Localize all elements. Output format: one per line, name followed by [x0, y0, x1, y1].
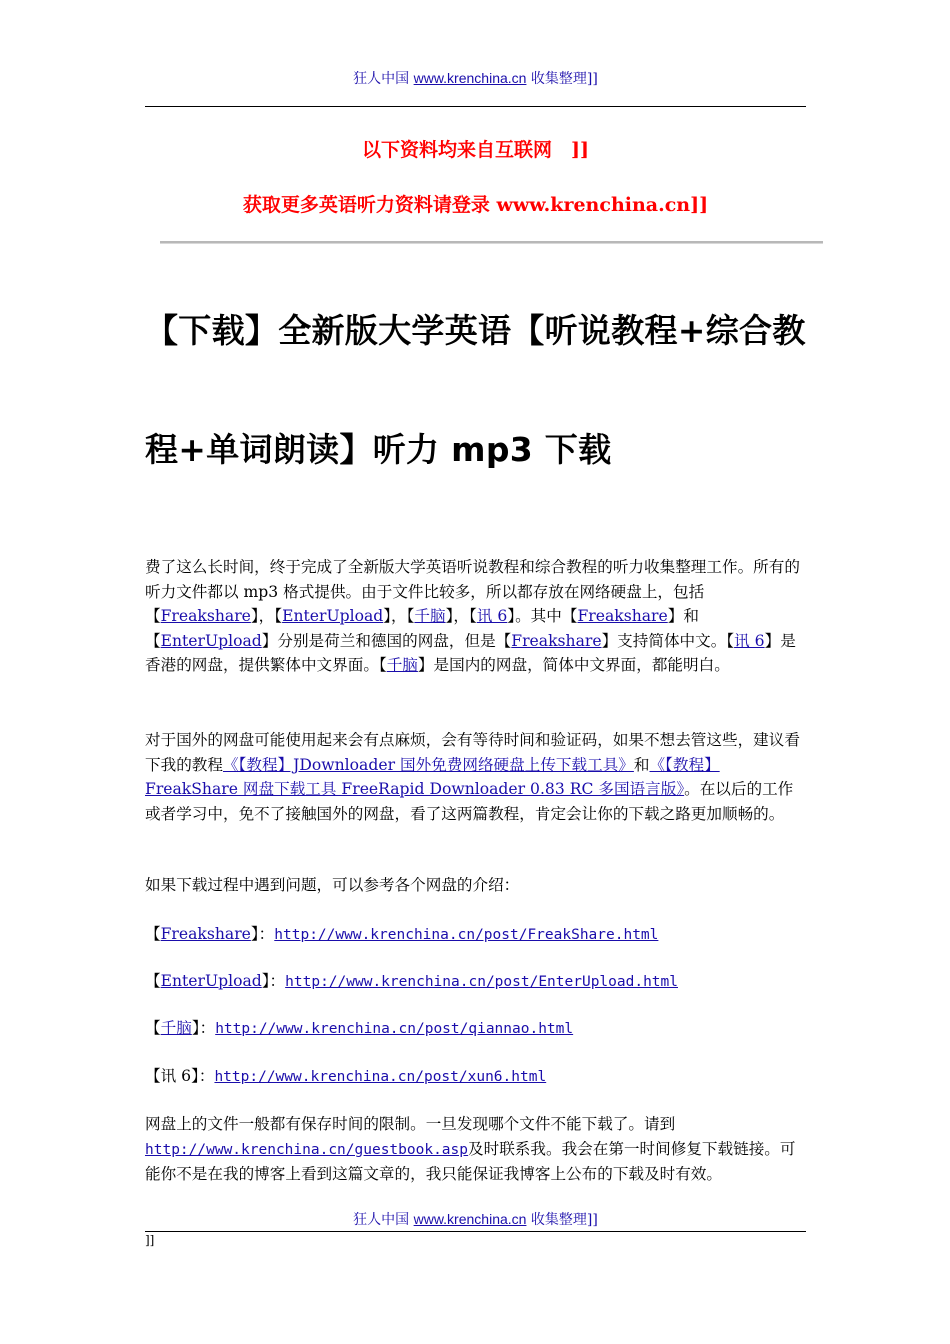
guestbook-link[interactable]: http://www.krenchina.cn/guestbook.asp	[145, 1141, 469, 1158]
text: 和	[633, 755, 650, 774]
article-title-line-2: 程+单词朗读】听力 mp3 下载	[145, 430, 612, 469]
link-row-enterupload	[145, 969, 678, 991]
header-suffix: 收集整理]]	[530, 71, 598, 87]
footer-divider	[145, 1231, 806, 1232]
qiannao-name-link[interactable]: 千脑	[160, 1019, 192, 1037]
qiannao-url-link[interactable]: http://www.krenchina.cn/post/qiannao.html	[215, 1021, 574, 1037]
enterupload-link[interactable]: EnterUpload	[282, 607, 384, 625]
article-title-line-1: 【下载】全新版大学英语【听说教程+综合教	[145, 311, 806, 350]
xun6-link[interactable]: 讯 6	[734, 631, 765, 650]
text: 【	[145, 925, 161, 943]
footer-mark: ]]	[145, 1233, 155, 1247]
freakshare-tutorial-link[interactable]: 《【教程】FreakShare 网盘下载工具 FreeRapid Downloader 0.83 RC 多国语言版》	[145, 755, 720, 798]
text: 】是国内的网盘，简体中文界面，都能明白。	[417, 656, 730, 674]
notice-divider	[160, 241, 823, 244]
tutorial-paragraph	[145, 728, 808, 826]
jdownloader-tutorial-link[interactable]: 《【教程】JDownloader 国外免费网络硬盘上传下载工具》	[222, 755, 634, 774]
header-divider	[145, 106, 806, 107]
intro-paragraph	[145, 555, 808, 678]
text: 】。其中【	[507, 607, 578, 625]
link-row-qiannao	[145, 1016, 573, 1038]
header-prefix: 狂人中国	[353, 71, 410, 87]
text: 。在以后的工作或者学习中，免不了接触国外的网盘，看了这两篇教程，肯定会让你的下载之路更加顺畅的。	[145, 780, 794, 823]
text: 】，【	[383, 607, 415, 625]
link-row-xun6	[145, 1064, 546, 1086]
freakshare-link[interactable]: Freakshare	[160, 607, 251, 625]
text: 】：	[191, 1019, 216, 1037]
text: 】，【	[445, 607, 477, 625]
expiry-paragraph	[145, 1112, 808, 1187]
freakshare-url-link[interactable]: http://www.krenchina.cn/post/FreakShare.html	[274, 927, 659, 943]
enterupload-url-link[interactable]: http://www.krenchina.cn/post/EnterUpload.html	[285, 974, 678, 990]
link-row-freakshare	[145, 922, 658, 944]
page-header	[145, 68, 806, 88]
footer-site-link[interactable]: www.krenchina.cn	[413, 1211, 527, 1227]
notice-line-2: 获取更多英语听力资料请登录 www.krenchina.cn]]	[242, 194, 709, 216]
qiannao-link[interactable]: 千脑	[414, 607, 446, 625]
text: 【	[145, 1019, 161, 1037]
enterupload-link[interactable]: EnterUpload	[160, 631, 262, 650]
text: 网盘上的文件一般都有保存时间的限制。一旦发现哪个文件不能下载了。请到	[145, 1115, 676, 1133]
notice-line-1: 以下资料均来自互联网 ]]	[362, 139, 589, 161]
freakshare-name-link[interactable]: Freakshare	[160, 925, 251, 943]
text: 费了这么长时间，终于完成了全新版大学英语听说教程和综合教程的听力收集整理工作。所有的听力文件都以 mp3 格式提供。由于文件比较多，所以都存放在网络硬盘上，包括【	[145, 558, 800, 625]
text: 】：	[250, 925, 275, 943]
xun6-link[interactable]: 讯 6	[476, 607, 508, 625]
text: 及时联系我。我会在第一时间修复下载链接。可能你不是在我的博客上看到这篇文章的，我只能保证我博客上公布的下载及时有效。	[145, 1139, 796, 1183]
page-footer	[145, 1209, 806, 1229]
freakshare-link[interactable]: Freakshare	[511, 631, 602, 650]
text: 【讯 6】：	[145, 1067, 215, 1085]
freakshare-link[interactable]: Freakshare	[577, 607, 668, 625]
text: 对于国外的网盘可能使用起来会有点麻烦，会有等待时间和验证码，如果不想去管这些，建议看下我的教程	[145, 731, 800, 774]
footer-suffix: 收集整理]]	[530, 1212, 598, 1228]
text: 】和【	[145, 607, 699, 650]
enterupload-name-link[interactable]: EnterUpload	[160, 972, 262, 990]
text: 】：	[261, 972, 286, 990]
xun6-url-link[interactable]: http://www.krenchina.cn/post/xun6.html	[214, 1069, 547, 1085]
header-site-link[interactable]: www.krenchina.cn	[413, 70, 527, 86]
text: 】是香港的网盘，提供繁体中文界面。【	[145, 631, 796, 674]
text: 【	[145, 972, 161, 990]
text: 】支持简体中文。【	[601, 631, 735, 650]
qiannao-link[interactable]: 千脑	[386, 656, 418, 674]
text: 】分别是荷兰和德国的网盘，但是【	[261, 631, 512, 650]
text: 】，【	[250, 607, 283, 625]
footer-prefix: 狂人中国	[353, 1212, 410, 1228]
help-paragraph: 如果下载过程中遇到问题，可以参考各个网盘的介绍：	[145, 876, 520, 894]
